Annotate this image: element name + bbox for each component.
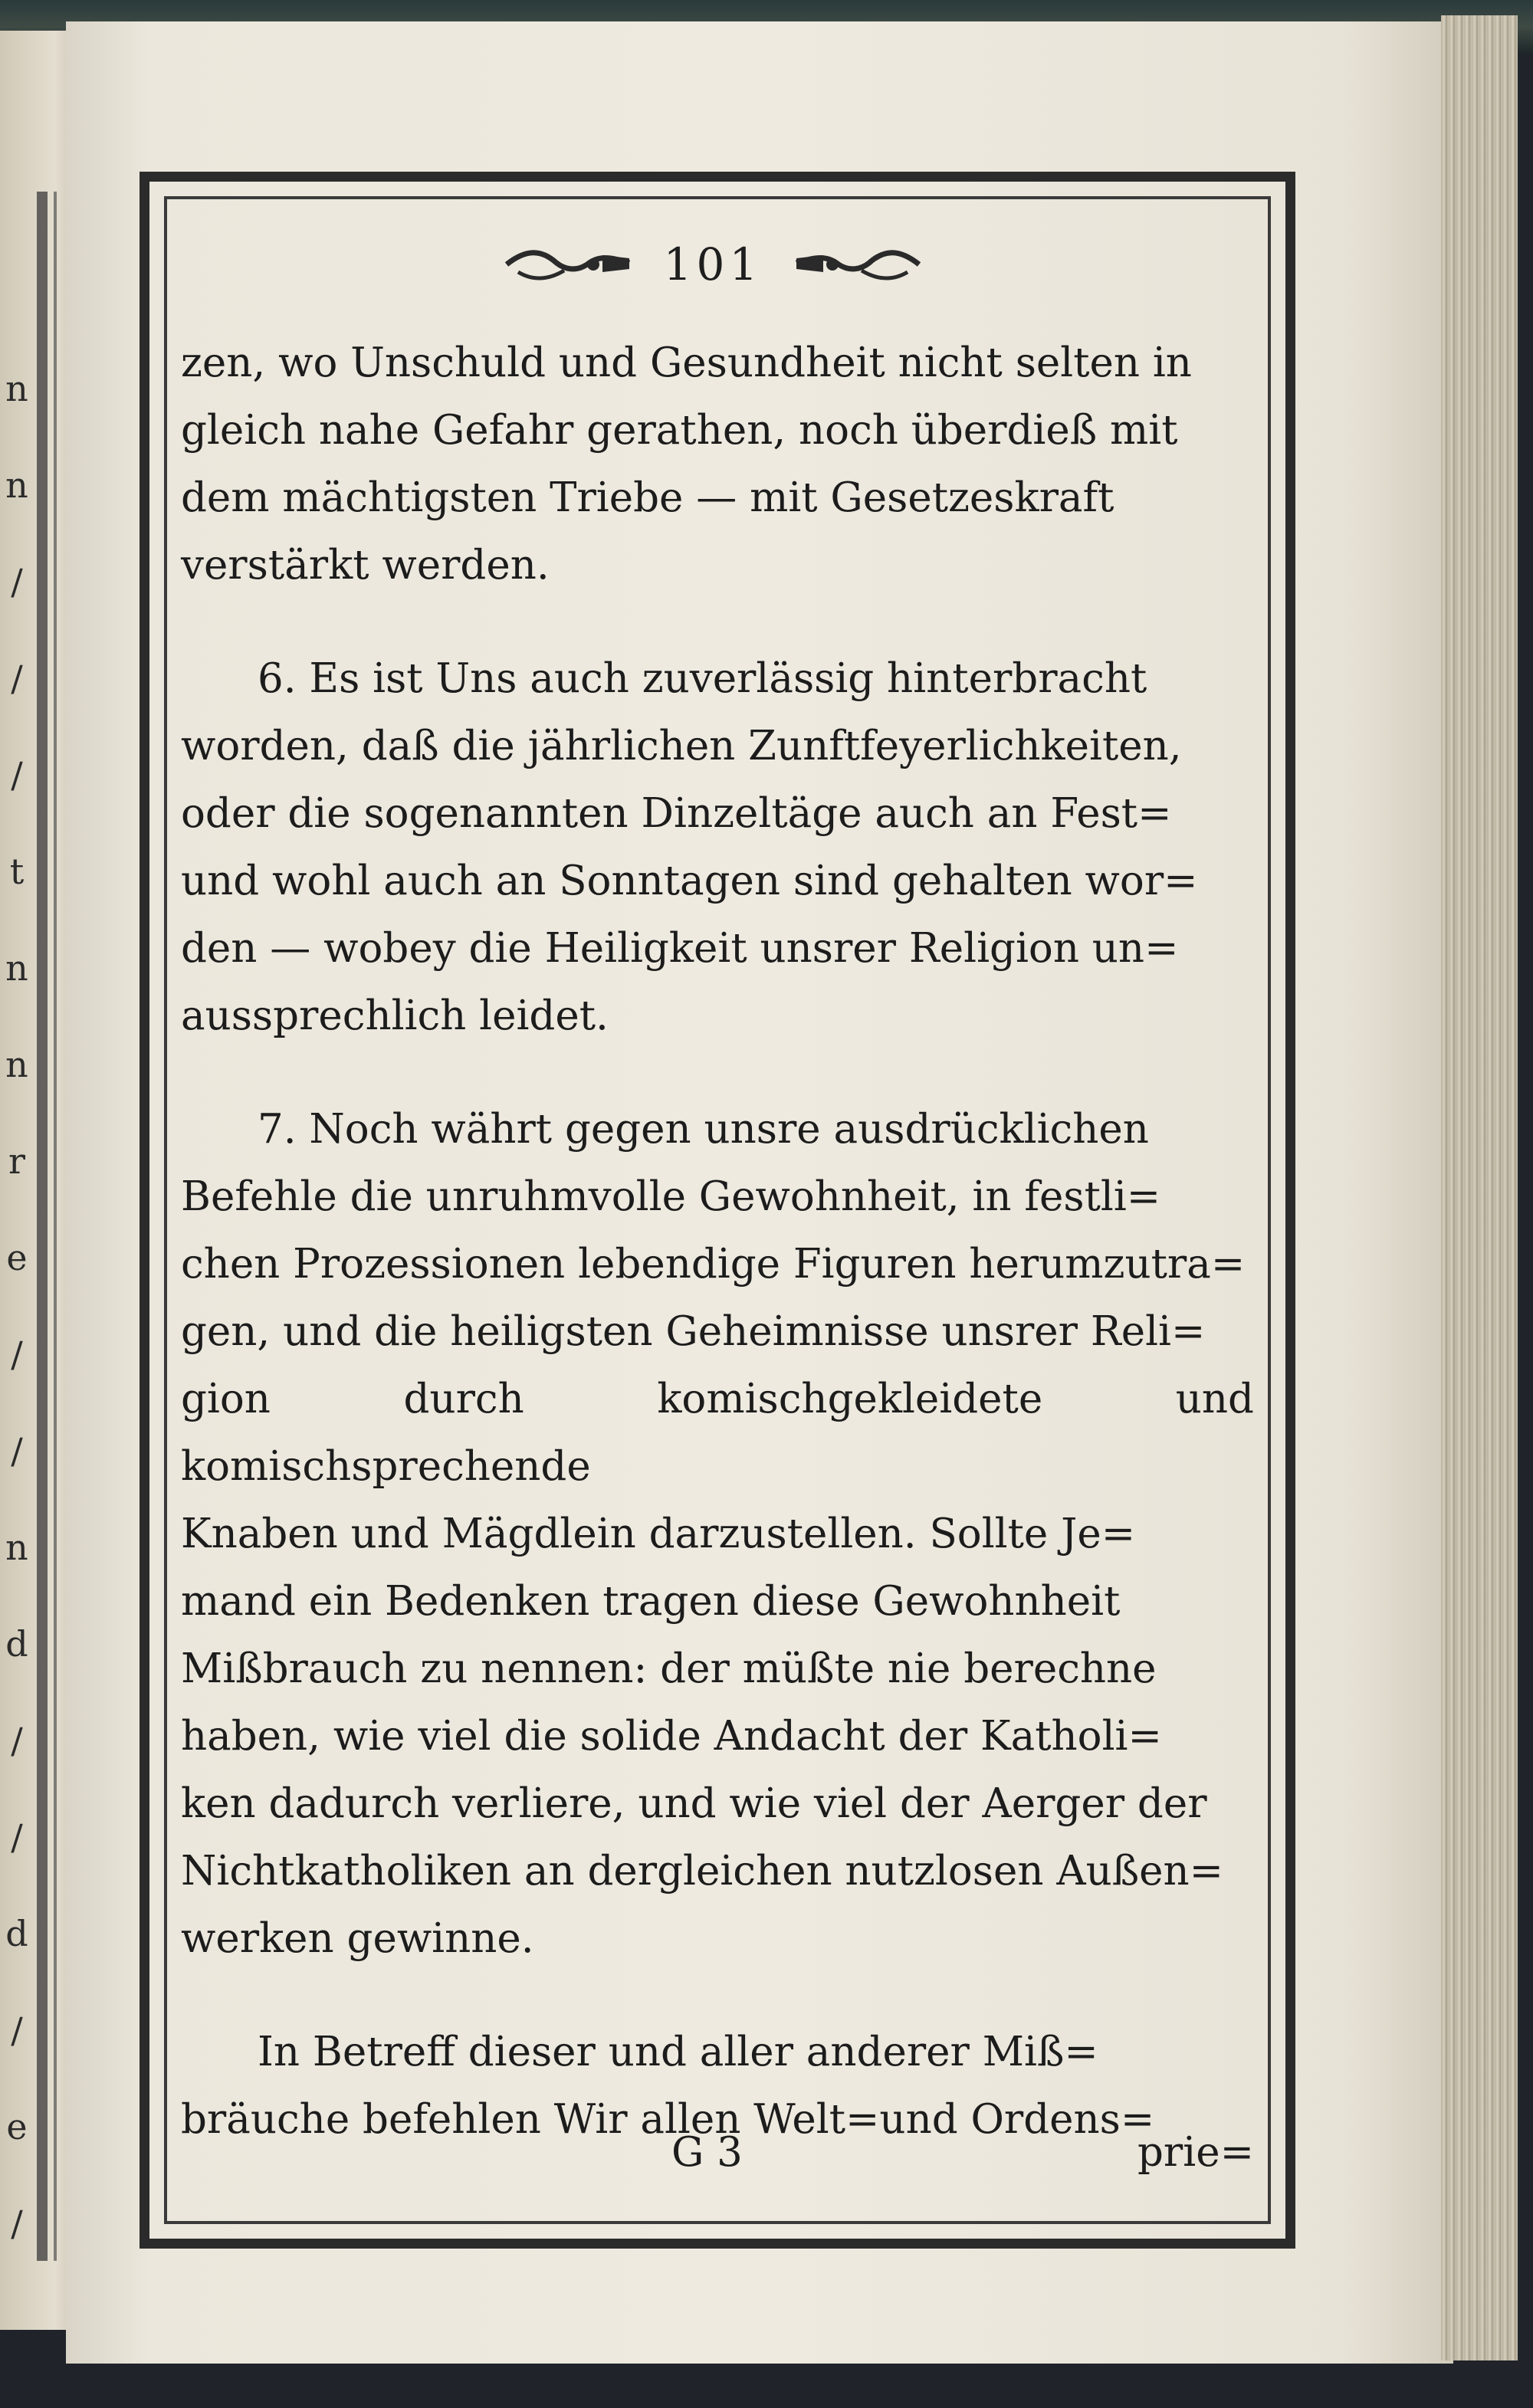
signature-mark: G 3 [671,2129,743,2176]
text-line: aussprechlich leidet. [181,992,609,1039]
text-line: Befehle die unruhmvolle Gewohnheit, in festli= [181,1173,1161,1220]
left-page-fragment: n [5,947,28,989]
text-line: gion durch komischgekleidete und komischsprechende [181,1376,1254,1490]
left-page-border [37,192,48,2261]
left-page-fragment: r [8,1140,25,1182]
page-footer [181,2123,1254,2192]
paragraph-continuation [181,330,1254,599]
text-line: Knaben und Mägdlein darzustellen. Sollte Je= [181,1511,1136,1557]
text-line: gleich nahe Gefahr gerathen, noch überdieß mit [181,407,1178,454]
text-line: verstärkt werden. [181,542,550,589]
text-line: In Betreff dieser und aller anderer Miß= [258,2029,1098,2075]
text-line: Nichtkatholiken an dergleichen nutzlosen Außen= [181,1848,1224,1895]
left-page-fragment: e [6,2106,28,2147]
text-line: 6. Es ist Uns auch zuverlässig hinterbracht [258,655,1147,702]
right-ornament-icon [793,241,923,287]
text-line: Mißbrauch zu nennen: der müßte nie berechne [181,1645,1157,1692]
left-page-fragment: n [5,1044,28,1085]
left-page-fragment: / [11,2009,23,2051]
text-line: dem mächtigsten Triebe — mit Gesetzeskraft [181,474,1114,521]
left-page-fragment: n [5,1527,28,1568]
left-page-fragment: / [11,1430,23,1471]
left-page-fragment: / [11,2203,23,2244]
left-page-fragment: / [11,561,23,602]
text-line: den — wobey die Heiligkeit unsrer Religion un= [181,925,1179,972]
page-stack-edge [1441,15,1518,2360]
left-page-fragment: n [5,368,28,409]
left-page-fragment: / [11,1816,23,1858]
text-line: gen, und die heiligsten Geheimnisse unsrer Reli= [181,1308,1206,1355]
text-line: und wohl auch an Sonntagen sind gehalten wor= [181,858,1198,904]
text-line: zen, wo Unschuld und Gesundheit nicht selten in [181,340,1192,386]
page-header [452,230,973,299]
text-line: mand ein Bedenken tragen diese Gewohnheit [181,1578,1121,1625]
text-line: ken dadurch verliere, und wie viel der Aerger der [181,1780,1207,1827]
left-page-fragment: / [11,1334,23,1375]
page-body-text [181,330,1254,2154]
left-page-fragment: d [5,1913,28,1954]
left-page-fragment: d [5,1623,28,1665]
left-page-fragment: n [5,464,28,506]
page-number: 101 [663,238,763,290]
left-page-border-inner [54,192,57,2261]
paragraph-item-7 [181,1096,1254,1973]
text-line: chen Prozessionen lebendige Figuren herumzutra= [181,1241,1246,1288]
text-line: oder die sogenannten Dinzeltäge auch an Fest= [181,790,1172,837]
text-line: haben, wie viel die solide Andacht der Katholi= [181,1713,1162,1760]
text-line: bräuche befehlen Wir allen Welt=und Ordens= [181,2096,1155,2143]
left-page-fragment: / [11,658,23,699]
left-page-fragment: e [6,1237,28,1278]
left-page-fragment: t [9,851,25,892]
text-line: werken gewinne. [181,1915,534,1962]
left-page-fragment: / [11,1720,23,1761]
left-page-fragment: / [11,754,23,796]
paragraph-item-6 [181,645,1254,1050]
text-line: worden, daß die jährlichen Zunftfeyerlichkeiten, [181,723,1182,769]
catchword: prie= [1137,2129,1254,2176]
left-ornament-icon [503,241,633,287]
text-line: 7. Noch währt gegen unsre ausdrücklichen [258,1106,1149,1153]
